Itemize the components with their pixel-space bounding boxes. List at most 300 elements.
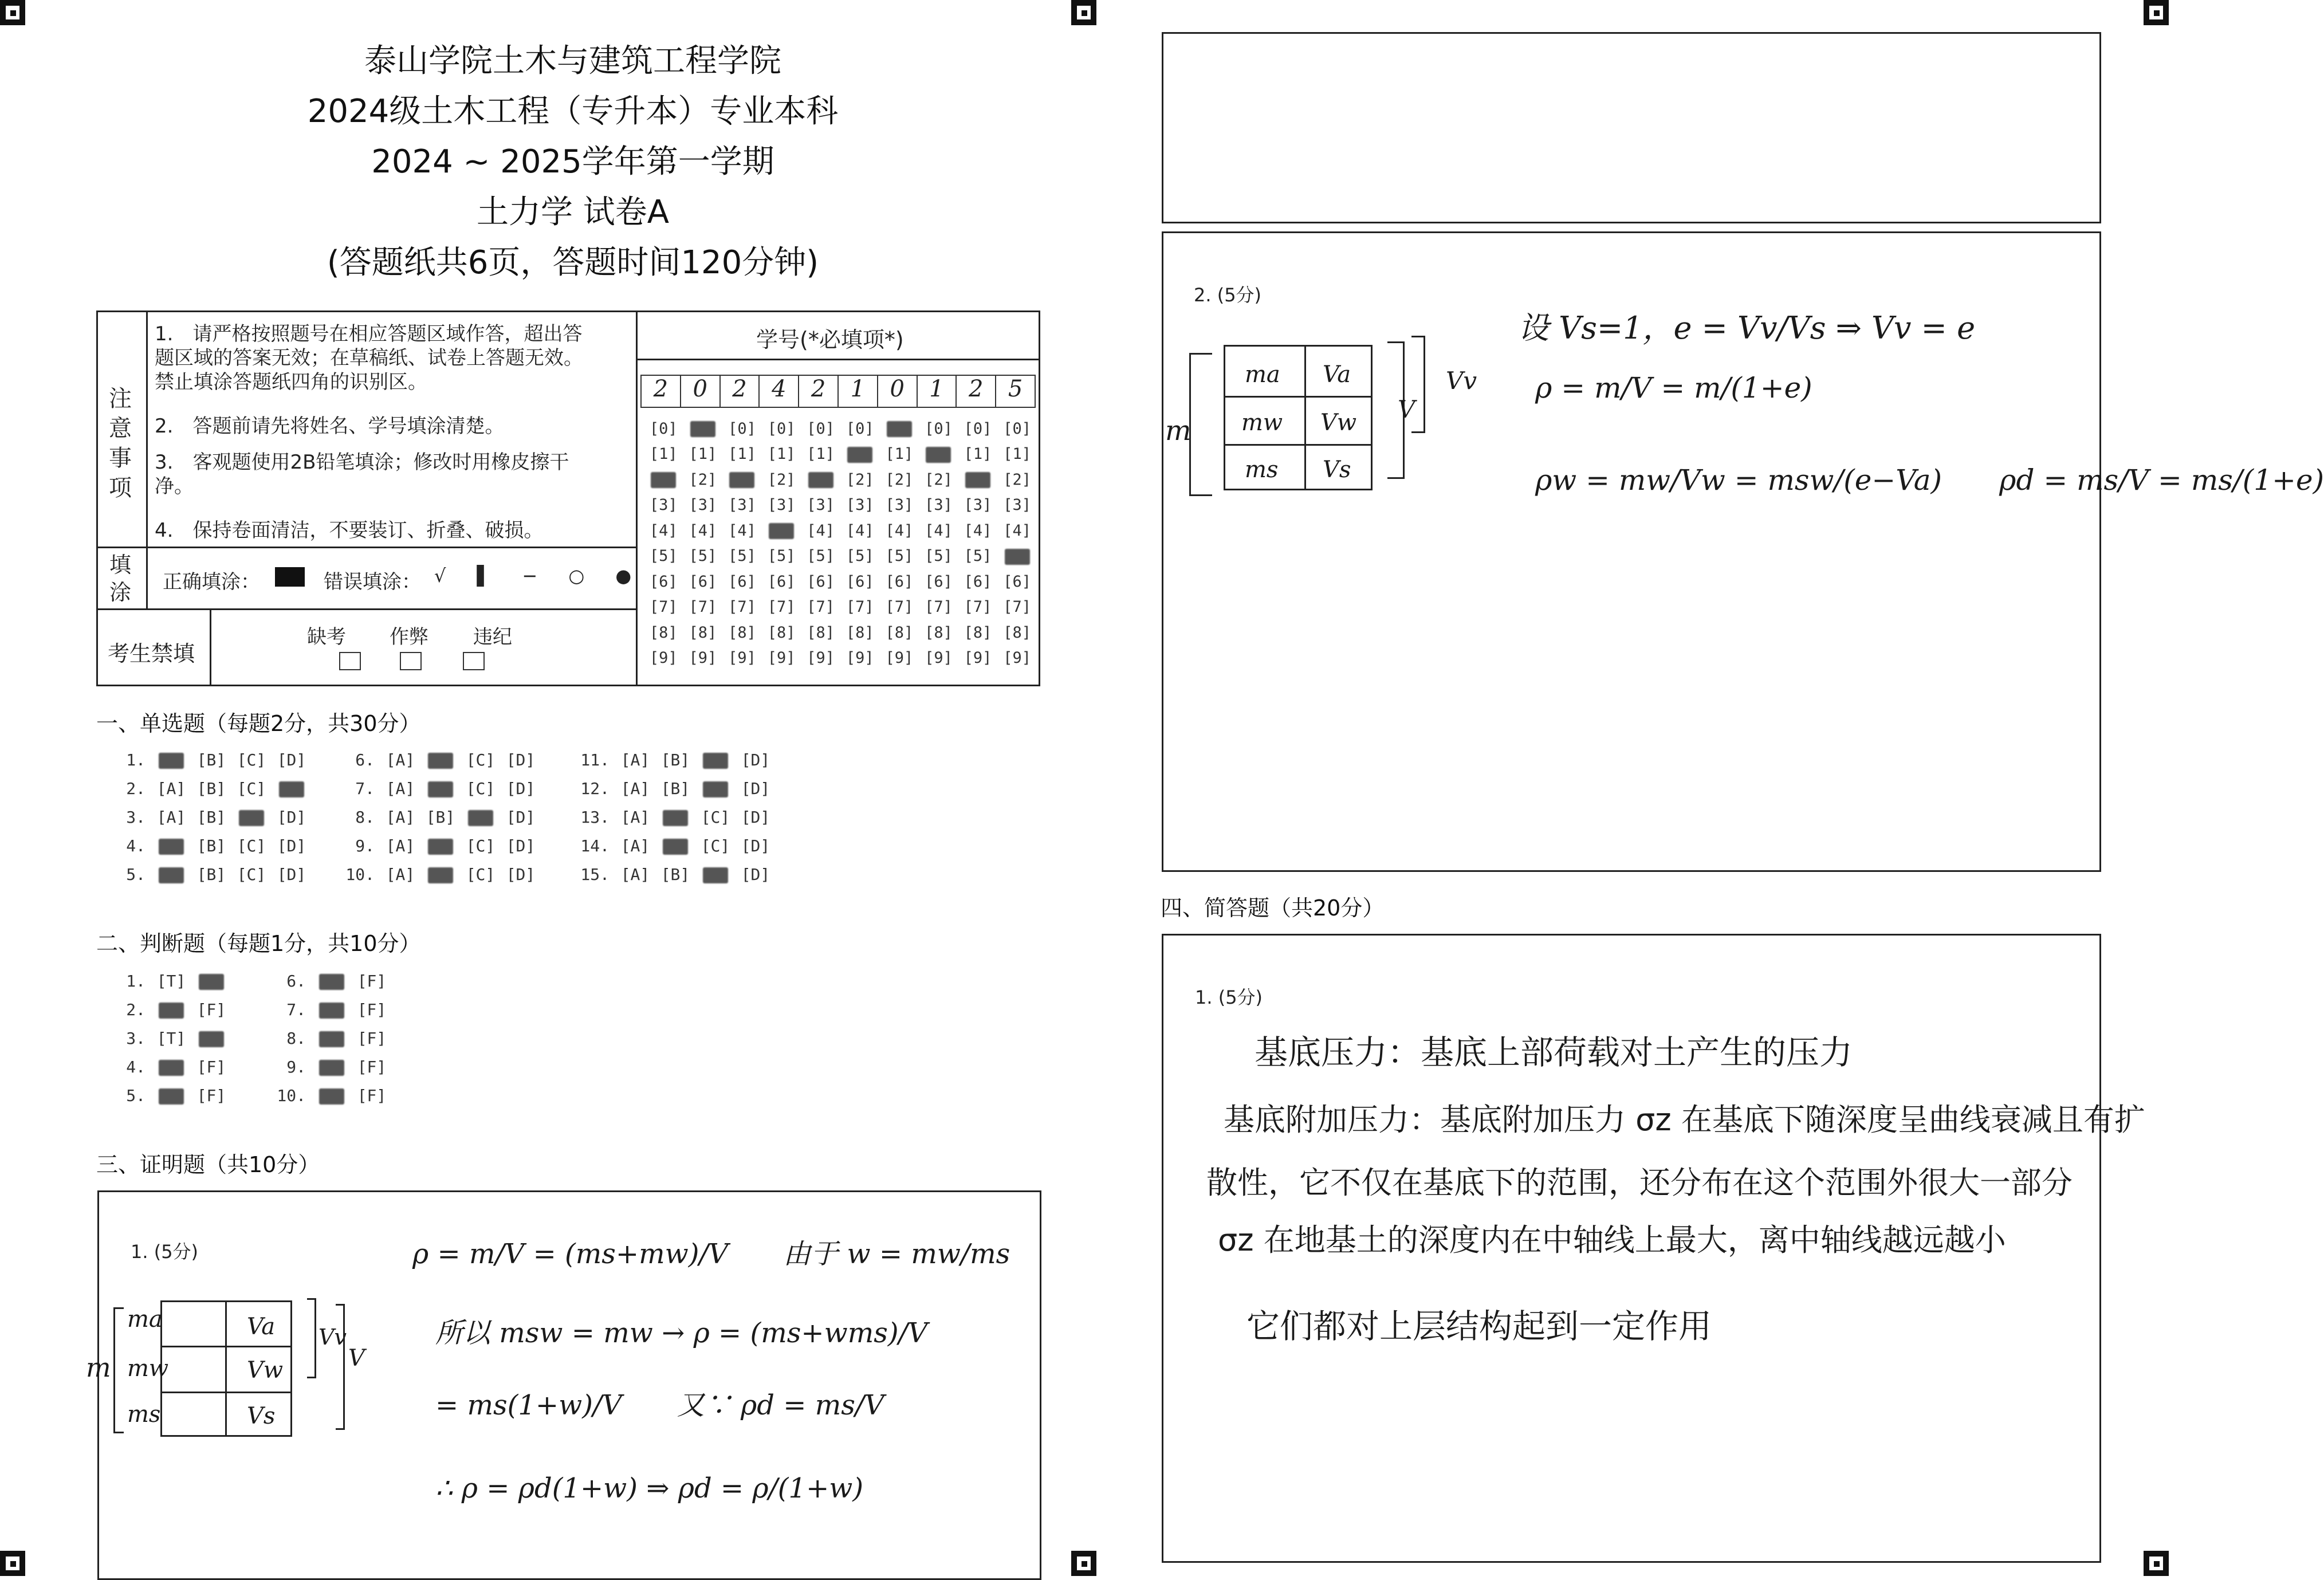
- mc-question: [338, 865, 541, 884]
- mc-option[interactable]: [A]: [620, 750, 650, 769]
- mc-option-filled[interactable]: [420, 779, 461, 798]
- sa-line-4: σz 在地基土的深度内在中轴线上最大，离中轴线越远越小: [1218, 1222, 2006, 1258]
- id-bubble[interactable]: [8]: [964, 623, 992, 642]
- id-written-digit[interactable]: 4: [760, 376, 799, 407]
- filled-bubble-mark: [428, 867, 453, 883]
- student-id-title: 学号(*必填项*): [756, 327, 904, 352]
- mc-option[interactable]: [D]: [506, 750, 536, 769]
- filled-bubble-mark: [690, 421, 715, 437]
- id-bubble-row: [644, 620, 1037, 646]
- id-bubble[interactable]: [1]: [689, 445, 717, 463]
- corner-marker-top-right: [2144, 0, 2169, 25]
- id-bubble-filled[interactable]: [919, 445, 958, 463]
- id-bubble[interactable]: [8]: [649, 623, 678, 642]
- mc-option[interactable]: [A]: [620, 865, 650, 884]
- sa-q1-label: 1. (5分): [1195, 986, 1263, 1008]
- id-bubble[interactable]: [3]: [925, 496, 953, 514]
- id-written-digit[interactable]: 2: [721, 376, 760, 407]
- id-written-digit[interactable]: 0: [681, 376, 721, 407]
- mc-question: [338, 779, 541, 798]
- id-bubble-filled[interactable]: [801, 471, 840, 489]
- mc-question: [338, 808, 541, 827]
- id-bubble[interactable]: [6]: [689, 572, 717, 591]
- tf-question: [109, 1086, 231, 1105]
- absent-checkbox[interactable]: [339, 652, 361, 670]
- mc-question: [109, 865, 312, 884]
- mc-question: [573, 836, 776, 855]
- mc-option[interactable]: [B]: [196, 808, 226, 827]
- id-bubble-filled[interactable]: [997, 547, 1037, 565]
- filled-bubble-mark: [319, 1031, 344, 1047]
- id-bubble[interactable]: [3]: [885, 496, 914, 514]
- mc-option[interactable]: [D]: [277, 836, 306, 855]
- id-bubble[interactable]: [9]: [689, 649, 717, 667]
- id-bubble[interactable]: [3]: [807, 496, 835, 514]
- tf-question-number: 4.: [126, 1058, 146, 1076]
- id-bubble[interactable]: [8]: [728, 623, 756, 642]
- tf-option-filled[interactable]: [312, 1029, 352, 1048]
- cheat-checkbox[interactable]: [400, 652, 422, 670]
- tf-option[interactable]: [F]: [357, 1058, 387, 1076]
- exam-info: (答题纸共6页，答题时间120分钟): [327, 244, 819, 281]
- mc-question: [573, 750, 776, 769]
- id-bubble[interactable]: [0]: [807, 419, 835, 438]
- tf-question-number: 10.: [277, 1086, 306, 1105]
- mc-option[interactable]: [A]: [156, 808, 186, 827]
- filled-bubble-mark: [965, 472, 990, 488]
- tf-option[interactable]: [F]: [196, 1086, 226, 1105]
- filled-bubble-mark: [468, 810, 493, 826]
- id-bubble[interactable]: [8]: [925, 623, 953, 642]
- id-bubble[interactable]: [8]: [1003, 623, 1032, 642]
- mc-option[interactable]: [D]: [277, 865, 306, 884]
- id-bubble-filled[interactable]: [840, 445, 880, 463]
- id-bubble[interactable]: [3]: [846, 496, 874, 514]
- id-bubble[interactable]: [4]: [689, 521, 717, 540]
- r-diagram-m: m: [1165, 415, 1192, 447]
- mc-option-filled[interactable]: [151, 836, 191, 855]
- corner-marker-bottom-right: [2144, 1551, 2169, 1576]
- tf-question: [109, 1029, 231, 1048]
- id-written-digit[interactable]: 5: [1008, 376, 1023, 402]
- mc-option[interactable]: [A]: [156, 779, 186, 798]
- id-bubble[interactable]: [5]: [728, 547, 756, 565]
- mc-question-number: 7.: [355, 779, 375, 798]
- student-id-title-divider: [636, 359, 1040, 360]
- id-bubble[interactable]: [6]: [807, 572, 835, 591]
- mc-question-number: 14.: [580, 836, 609, 855]
- diagram-m: m: [86, 1352, 111, 1383]
- id-bubble[interactable]: [2]: [846, 470, 874, 489]
- tf-option[interactable]: [F]: [357, 972, 387, 991]
- mc-option-filled[interactable]: [695, 750, 736, 769]
- id-bubble[interactable]: [8]: [767, 623, 796, 642]
- filled-bubble-mark: [428, 781, 453, 797]
- id-bubble[interactable]: [6]: [767, 572, 796, 591]
- notice-row-divider: [96, 547, 637, 548]
- tf-question: [269, 1058, 392, 1076]
- sa-line-2: 基底附加压力：基底附加压力 σz 在基底下随深度呈曲线衰减且有扩: [1224, 1102, 2145, 1138]
- id-bubble[interactable]: [9]: [964, 649, 992, 667]
- id-bubble[interactable]: [1]: [649, 445, 678, 463]
- mc-option[interactable]: [D]: [741, 865, 770, 884]
- tf-option-filled[interactable]: [312, 1000, 352, 1019]
- program-title: 2024级土木工程（专升本）专业本科: [307, 93, 839, 130]
- mc-option-filled[interactable]: [695, 779, 736, 798]
- id-bubble[interactable]: [8]: [885, 623, 914, 642]
- id-bubble[interactable]: [8]: [846, 623, 874, 642]
- mc-option[interactable]: [D]: [277, 808, 306, 827]
- id-bubble[interactable]: [6]: [964, 572, 992, 591]
- tf-option-filled[interactable]: [312, 972, 352, 991]
- id-bubble[interactable]: [9]: [807, 649, 835, 667]
- section3-title: 三、证明题（共10分）: [96, 1152, 320, 1177]
- notice-col-divider: [146, 311, 148, 547]
- mc-question-number: 15.: [580, 865, 609, 884]
- id-bubble[interactable]: [7]: [767, 598, 796, 616]
- violate-label: 违纪: [473, 626, 512, 648]
- tf-question-number: 5.: [126, 1086, 146, 1105]
- filled-bubble-mark: [1005, 549, 1030, 565]
- id-bubble[interactable]: [2]: [925, 470, 953, 489]
- id-written-digit[interactable]: 1: [918, 376, 957, 407]
- id-bubble[interactable]: [9]: [1003, 649, 1032, 667]
- id-bubble[interactable]: [6]: [728, 572, 756, 591]
- id-bubble[interactable]: [7]: [964, 598, 992, 616]
- mc-option-filled[interactable]: [272, 779, 312, 798]
- mc-option[interactable]: [C]: [237, 779, 266, 798]
- tf-option[interactable]: [F]: [357, 1086, 387, 1105]
- id-written-digit[interactable]: 0: [878, 376, 918, 407]
- id-bubble[interactable]: [9]: [846, 649, 874, 667]
- diagram-va: Va: [247, 1314, 276, 1340]
- q2-line-1: 设 Vs=1，e = Vv/Vs ⇒ Vv = e: [1518, 310, 1976, 346]
- id-bubble[interactable]: [1]: [807, 445, 835, 463]
- mc-option[interactable]: [C]: [237, 865, 266, 884]
- id-bubble[interactable]: [0]: [846, 419, 874, 438]
- student-id-written-row: [640, 375, 1036, 408]
- mc-option-filled[interactable]: [420, 865, 461, 884]
- mc-option[interactable]: [A]: [386, 808, 415, 827]
- id-bubble[interactable]: [5]: [885, 547, 914, 565]
- school-title: 泰山学院土木与建筑工程学院: [364, 42, 781, 80]
- tf-option-filled[interactable]: [312, 1086, 352, 1105]
- mc-option-filled[interactable]: [695, 865, 736, 884]
- mc-option-filled[interactable]: [231, 808, 272, 827]
- id-bubble[interactable]: [6]: [1003, 572, 1032, 591]
- id-bubble[interactable]: [0]: [728, 419, 756, 438]
- mc-option[interactable]: [A]: [620, 836, 650, 855]
- violate-checkbox[interactable]: [463, 652, 485, 670]
- id-bubble[interactable]: [1]: [728, 445, 756, 463]
- id-bubble[interactable]: [4]: [1003, 521, 1032, 540]
- mc-option[interactable]: [D]: [506, 836, 536, 855]
- diagram-v-bracket: [336, 1304, 345, 1430]
- id-bubble-filled[interactable]: [644, 471, 683, 489]
- corner-marker-top-center: [1071, 0, 1096, 25]
- mc-option[interactable]: [A]: [386, 750, 415, 769]
- id-bubble[interactable]: [7]: [1003, 598, 1032, 616]
- id-bubble[interactable]: [4]: [964, 521, 992, 540]
- id-bubble[interactable]: [4]: [885, 521, 914, 540]
- mc-question: [573, 808, 776, 827]
- id-bubble[interactable]: [2]: [1003, 470, 1032, 489]
- mc-option-filled[interactable]: [151, 865, 191, 884]
- r-diagram-vs: Vs: [1323, 457, 1351, 483]
- id-bubble-row: [644, 646, 1037, 671]
- id-bubble[interactable]: [7]: [846, 598, 874, 616]
- filled-bubble-mark: [279, 781, 304, 797]
- tf-option-filled[interactable]: [191, 1029, 231, 1048]
- filled-bubble-mark: [663, 839, 688, 855]
- wrong-fill-label: 错误填涂：: [324, 571, 421, 594]
- mc-option[interactable]: [B]: [196, 865, 226, 884]
- id-bubble[interactable]: [1]: [885, 445, 914, 463]
- mc-option-filled[interactable]: [151, 750, 191, 769]
- mc-question-number: 10.: [345, 865, 375, 884]
- right-top-answer-box: [1162, 32, 2101, 223]
- mc-option[interactable]: [B]: [660, 779, 690, 798]
- diagram-vv: Vv: [318, 1324, 347, 1350]
- id-bubble[interactable]: [7]: [807, 598, 835, 616]
- id-bubble[interactable]: [7]: [728, 598, 756, 616]
- mc-option[interactable]: [D]: [506, 865, 536, 884]
- tf-question-number: 1.: [126, 972, 146, 991]
- id-bubble[interactable]: [0]: [925, 419, 953, 438]
- id-bubble[interactable]: [4]: [728, 521, 756, 540]
- id-bubble[interactable]: [4]: [846, 521, 874, 540]
- filled-bubble-mark: [887, 421, 912, 437]
- mc-option-filled[interactable]: [420, 836, 461, 855]
- id-bubble[interactable]: [9]: [649, 649, 678, 667]
- id-bubble-filled[interactable]: [683, 420, 723, 438]
- mc-option-filled[interactable]: [655, 836, 695, 855]
- mc-option-filled[interactable]: [655, 808, 695, 827]
- tf-option[interactable]: [F]: [196, 1000, 226, 1019]
- mc-question: [338, 836, 541, 855]
- mc-option[interactable]: [D]: [741, 836, 770, 855]
- id-bubble[interactable]: [9]: [728, 649, 756, 667]
- id-bubble[interactable]: [2]: [885, 470, 914, 489]
- student-id-bubble-grid: [644, 416, 1037, 671]
- mc-option[interactable]: [D]: [277, 750, 306, 769]
- mc-question-number: 1.: [126, 750, 146, 769]
- id-bubble[interactable]: [3]: [689, 496, 717, 514]
- mc-option[interactable]: [B]: [660, 750, 690, 769]
- id-bubble[interactable]: [3]: [1003, 496, 1032, 514]
- mc-option[interactable]: [A]: [620, 779, 650, 798]
- mc-option[interactable]: [D]: [741, 808, 770, 827]
- id-bubble[interactable]: [1]: [964, 445, 992, 463]
- filled-bubble-mark: [808, 472, 833, 488]
- mc-option[interactable]: [B]: [196, 750, 226, 769]
- id-bubble[interactable]: [6]: [846, 572, 874, 591]
- q2-line-2: ρ = m/V = m/(1+e): [1535, 371, 1812, 404]
- id-bubble[interactable]: [7]: [689, 598, 717, 616]
- mc-option[interactable]: [C]: [466, 750, 496, 769]
- tf-option-filled[interactable]: [191, 972, 231, 991]
- mc-option[interactable]: [C]: [701, 808, 730, 827]
- mc-option-filled[interactable]: [420, 750, 461, 769]
- id-written-digit[interactable]: 1: [839, 376, 878, 407]
- id-bubble-filled[interactable]: [958, 471, 998, 489]
- mc-option[interactable]: [A]: [386, 779, 415, 798]
- id-bubble[interactable]: [0]: [1003, 419, 1032, 438]
- id-written-digit[interactable]: 2: [957, 376, 996, 407]
- id-bubble[interactable]: [9]: [885, 649, 914, 667]
- r-diagram-mw: mw: [1241, 410, 1283, 436]
- mc-option[interactable]: [A]: [386, 865, 415, 884]
- mc-question: [109, 808, 312, 827]
- id-bubble[interactable]: [2]: [689, 470, 717, 489]
- r-diagram-vw: Vw: [1320, 410, 1357, 436]
- tf-question: [109, 1000, 231, 1019]
- tf-question-number: 3.: [126, 1029, 146, 1048]
- filled-bubble-mark: [729, 472, 754, 488]
- mc-question-number: 2.: [126, 779, 146, 798]
- id-bubble[interactable]: [6]: [925, 572, 953, 591]
- tf-question-number: 7.: [286, 1000, 306, 1019]
- mc-question: [338, 750, 541, 769]
- mc-option[interactable]: [B]: [660, 865, 690, 884]
- id-bubble[interactable]: [5]: [767, 547, 796, 565]
- filled-bubble-mark: [159, 839, 184, 855]
- filled-bubble-mark: [703, 781, 728, 797]
- id-bubble[interactable]: [2]: [767, 470, 796, 489]
- id-bubble-filled[interactable]: [880, 420, 919, 438]
- mc-option[interactable]: [B]: [196, 836, 226, 855]
- id-bubble[interactable]: [6]: [885, 572, 914, 591]
- id-bubble-filled[interactable]: [722, 471, 762, 489]
- tf-option[interactable]: [T]: [156, 1029, 186, 1048]
- tf-option-filled[interactable]: [151, 1000, 191, 1019]
- q2-line-3: ρw = mw/Vw = msw/(e−Va) ρd = ms/V = ms/(1+e): [1535, 463, 2324, 497]
- tf-question: [109, 1058, 231, 1076]
- phase-diagram-right: [1224, 345, 1373, 490]
- wrong-fill-samples: √ ▌ − ○ ●: [434, 565, 644, 587]
- id-bubble-filled[interactable]: [762, 522, 801, 540]
- filled-bubble-mark: [239, 810, 264, 826]
- proof-line-1: ρ = m/V = (ms+mw)/V 由于 w = mw/ms: [412, 1238, 1010, 1270]
- tf-question-number: 6.: [286, 972, 306, 991]
- q2-label: 2. (5分): [1194, 284, 1262, 306]
- filled-bubble-mark: [159, 1060, 184, 1076]
- mc-option[interactable]: [C]: [701, 836, 730, 855]
- id-bubble[interactable]: [4]: [807, 521, 835, 540]
- id-written-digit[interactable]: 2: [642, 376, 681, 407]
- id-bubble[interactable]: [1]: [1003, 445, 1032, 463]
- section4-title: 四、简答题（共20分）: [1161, 895, 1385, 921]
- tf-option[interactable]: [F]: [357, 1000, 387, 1019]
- id-bubble[interactable]: [3]: [964, 496, 992, 514]
- mc-option[interactable]: [C]: [466, 779, 496, 798]
- tf-question: [269, 1086, 392, 1105]
- sa-line-3: 散性，它不仅在基底下的范围，还分布在这个范围外很大一部分: [1206, 1165, 2073, 1201]
- mc-option[interactable]: [C]: [466, 836, 496, 855]
- id-bubble-row: [644, 493, 1037, 518]
- diagram-ms: ms: [127, 1401, 161, 1428]
- correct-fill-sample: [275, 567, 305, 587]
- mc-option[interactable]: [A]: [620, 808, 650, 827]
- mc-question-number: 9.: [355, 836, 375, 855]
- id-bubble[interactable]: [7]: [885, 598, 914, 616]
- id-bubble[interactable]: [5]: [964, 547, 992, 565]
- mc-option[interactable]: [C]: [237, 750, 266, 769]
- tf-option[interactable]: [F]: [357, 1029, 387, 1048]
- mc-option[interactable]: [D]: [741, 750, 770, 769]
- id-bubble[interactable]: [9]: [767, 649, 796, 667]
- id-bubble[interactable]: [9]: [925, 649, 953, 667]
- tf-question-number: 8.: [286, 1029, 306, 1048]
- id-bubble[interactable]: [0]: [964, 419, 992, 438]
- mc-option[interactable]: [B]: [426, 808, 455, 827]
- mc-question-number: 6.: [355, 750, 375, 769]
- id-bubble[interactable]: [3]: [767, 496, 796, 514]
- mc-question: [109, 779, 312, 798]
- tf-option-filled[interactable]: [151, 1058, 191, 1076]
- mc-option[interactable]: [C]: [466, 865, 496, 884]
- id-bubble[interactable]: [1]: [767, 445, 796, 463]
- id-bubble[interactable]: [8]: [807, 623, 835, 642]
- id-bubble[interactable]: [5]: [807, 547, 835, 565]
- tf-question: [269, 1000, 392, 1019]
- id-bubble[interactable]: [4]: [649, 521, 678, 540]
- mc-option[interactable]: [D]: [506, 779, 536, 798]
- id-bubble[interactable]: [3]: [728, 496, 756, 514]
- id-bubble[interactable]: [5]: [925, 547, 953, 565]
- corner-marker-top-left: [0, 0, 25, 25]
- mc-option-filled[interactable]: [461, 808, 501, 827]
- tf-option-filled[interactable]: [312, 1058, 352, 1076]
- id-bubble[interactable]: [8]: [689, 623, 717, 642]
- filled-bubble-mark: [159, 1003, 184, 1019]
- mc-option[interactable]: [C]: [237, 836, 266, 855]
- tf-question: [269, 972, 392, 991]
- id-bubble[interactable]: [6]: [649, 572, 678, 591]
- filled-bubble-mark: [663, 810, 688, 826]
- diagram-vw: Vw: [247, 1357, 284, 1384]
- id-bubble[interactable]: [0]: [649, 419, 678, 438]
- id-bubble[interactable]: [7]: [925, 598, 953, 616]
- id-bubble[interactable]: [5]: [846, 547, 874, 565]
- id-bubble-row: [644, 442, 1037, 467]
- mc-option[interactable]: [B]: [196, 779, 226, 798]
- diagram-mw: mw: [127, 1355, 169, 1382]
- mc-option[interactable]: [D]: [506, 808, 536, 827]
- mc-question: [573, 779, 776, 798]
- tf-option[interactable]: [F]: [196, 1058, 226, 1076]
- notice-item-1: 1. 请严格按照题号在相应答题区域作答，超出答题区域的答案无效；在草稿纸、试卷上答题无效。禁止填涂答题纸四角的识别区。: [155, 323, 583, 394]
- tf-option[interactable]: [T]: [156, 972, 186, 991]
- r-diagram-va: Va: [1323, 361, 1351, 388]
- id-bubble[interactable]: [3]: [649, 496, 678, 514]
- id-bubble[interactable]: [0]: [767, 419, 796, 438]
- proof-line-4: ∴ ρ = ρd(1+w) ⇒ ρd = ρ/(1+w): [435, 1472, 864, 1504]
- semester-title: 2024 ~ 2025学年第一学期: [371, 143, 774, 180]
- exam-title: 土力学 试卷A: [476, 194, 670, 231]
- id-written-digit[interactable]: 2: [799, 376, 839, 407]
- id-bubble[interactable]: [5]: [649, 547, 678, 565]
- mc-option[interactable]: [A]: [386, 836, 415, 855]
- tf-question-number: 9.: [286, 1058, 306, 1076]
- id-bubble[interactable]: [5]: [689, 547, 717, 565]
- r-diagram-v: V: [1398, 395, 1415, 423]
- id-bubble[interactable]: [7]: [649, 598, 678, 616]
- id-bubble[interactable]: [4]: [925, 521, 953, 540]
- mc-option[interactable]: [D]: [741, 779, 770, 798]
- filled-bubble-mark: [428, 839, 453, 855]
- tf-option-filled[interactable]: [151, 1086, 191, 1105]
